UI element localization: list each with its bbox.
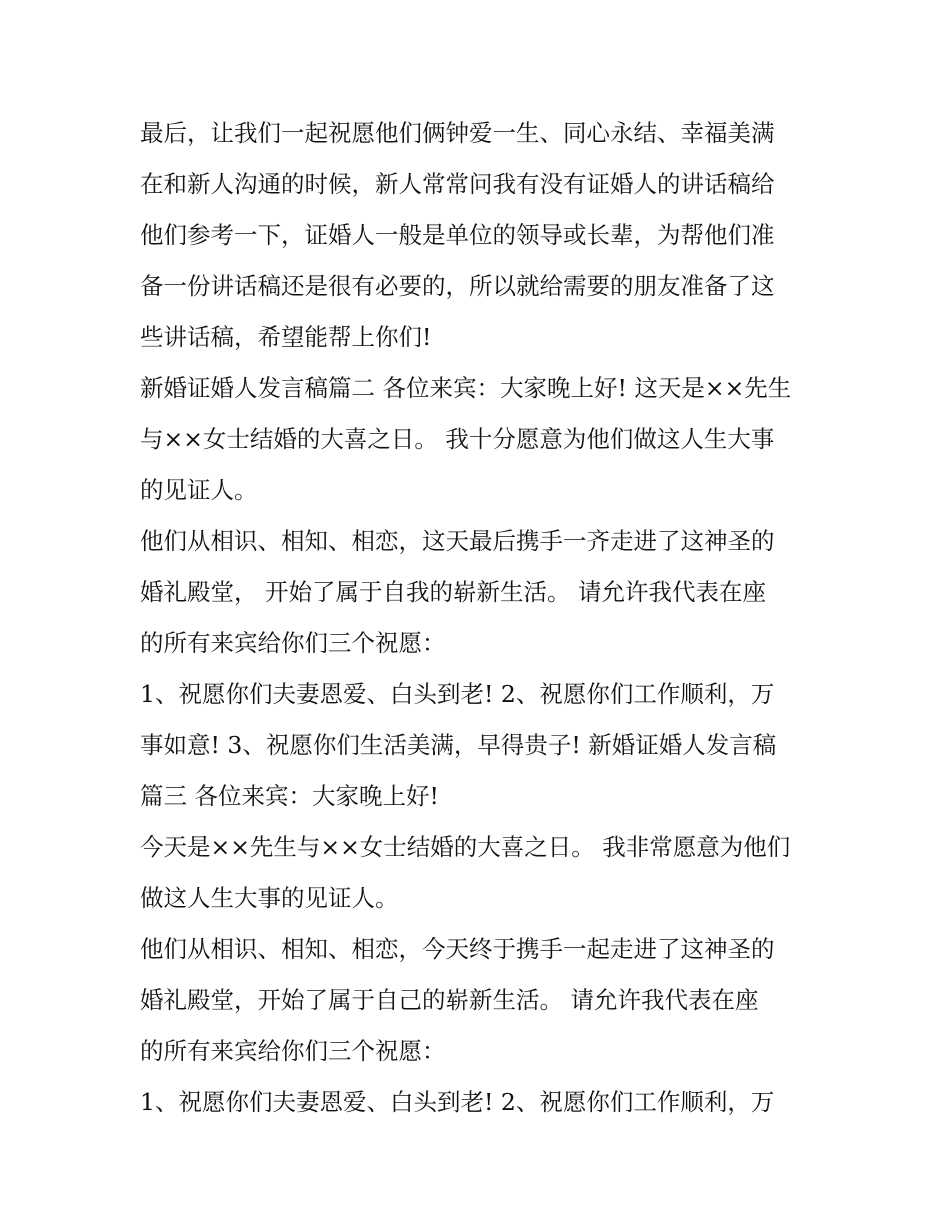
text-line: 最后，让我们一起祝愿他们俩钟爱一生、同心永结、幸福美满 bbox=[140, 119, 775, 147]
text-line: 他们参考一下，证婚人一般是单位的领导或长辈，为帮他们准 bbox=[140, 221, 775, 249]
text-line: 1、祝愿你们夫妻恩爱、白头到老! 2、祝愿你们工作顺利，万 bbox=[140, 1088, 775, 1116]
text-line: 些讲话稿，希望能帮上你们! bbox=[140, 323, 432, 351]
document-body bbox=[140, 108, 820, 1128]
text-line: 新婚证婚人发言稿篇二 各位来宾：大家晚上好! 这天是××先生 bbox=[140, 374, 792, 402]
text-line: 今天是××先生与××女士结婚的大喜之日。 我非常愿意为他们 bbox=[140, 833, 791, 861]
text-line: 他们从相识、相知、相恋，今天终于携手一起走进了这神圣的 bbox=[140, 935, 775, 963]
text-line: 婚礼殿堂，开始了属于自己的崭新生活。 请允许我代表在座 bbox=[140, 986, 759, 1014]
text-line: 的所有来宾给你们三个祝愿： bbox=[140, 629, 446, 657]
text-line: 他们从相识、相知、相恋，这天最后携手一齐走进了这神圣的 bbox=[140, 527, 775, 555]
text-line: 婚礼殿堂， 开始了属于自我的崭新生活。 请允许我代表在座 bbox=[140, 578, 766, 606]
text-line: 的所有来宾给你们三个祝愿： bbox=[140, 1037, 446, 1065]
text-line: 篇三 各位来宾：大家晚上好! bbox=[140, 782, 439, 810]
text-line: 的见证人。 bbox=[140, 476, 258, 504]
text-line: 事如意! 3、祝愿你们生活美满，早得贵子! 新婚证婚人发言稿 bbox=[140, 731, 777, 759]
text-line: 1、祝愿你们夫妻恩爱、白头到老! 2、祝愿你们工作顺利，万 bbox=[140, 680, 775, 708]
text-line: 在和新人沟通的时候，新人常常问我有没有证婚人的讲话稿给 bbox=[140, 170, 775, 198]
text-line: 备一份讲话稿还是很有必要的，所以就给需要的朋友准备了这 bbox=[140, 272, 775, 300]
text-line: 做这人生大事的见证人。 bbox=[140, 884, 399, 912]
text-line: 与××女士结婚的大喜之日。 我十分愿意为他们做这人生大事 bbox=[140, 425, 775, 453]
